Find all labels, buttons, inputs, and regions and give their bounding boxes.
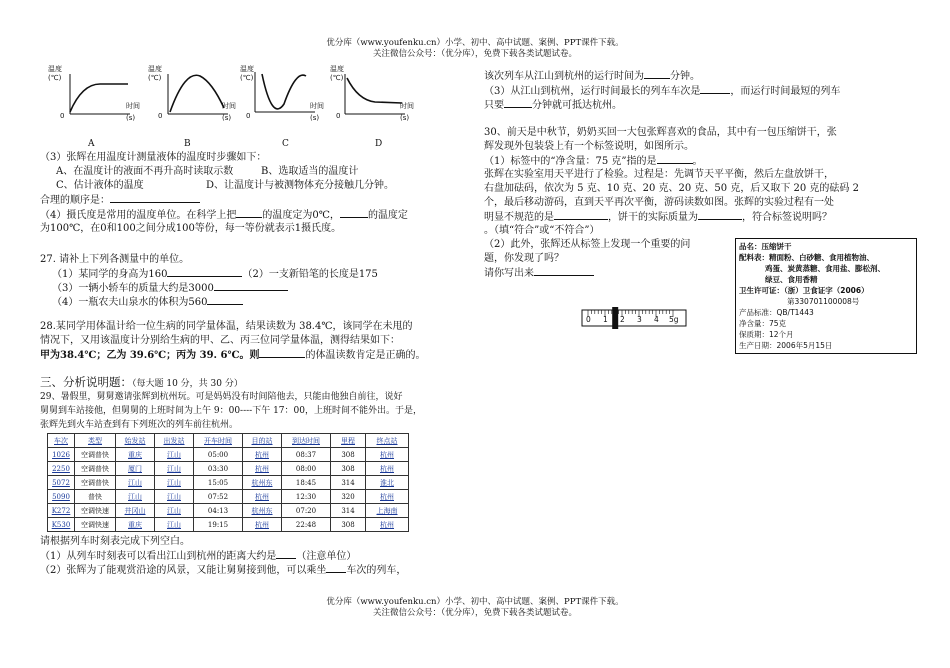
graph-a-xlabel: 时间 [126, 102, 140, 110]
graph-d-ylabel: 温度 [330, 65, 344, 73]
q3-step-a: A、在温度计的液面不再升高时读取示数 [56, 166, 234, 177]
q30-line7 [484, 210, 832, 224]
scale-label-0: 0 [586, 315, 591, 324]
q30-1-text: （1）标签中的“净含量：75 克”指的是 [484, 156, 657, 167]
q28-blank[interactable] [259, 348, 305, 358]
cell-train-no[interactable]: 2250 [48, 462, 75, 476]
label-license-no: 第330701100008号 [787, 297, 860, 306]
cell-train-no[interactable]: 1026 [48, 448, 75, 462]
cell-origin[interactable]: 井冈山 [116, 504, 155, 518]
label-date: 生产日期：2006年5月15日 [739, 341, 833, 350]
cell-distance: 308 [331, 462, 366, 476]
graph-c-origin: 0 [246, 112, 251, 120]
q4-blank-1[interactable] [236, 208, 262, 218]
cell-arrive-time: 07:20 [282, 504, 331, 518]
q30-line6: 个，最后移动游码，直到天平再次平衡，游码读数如图。张辉的实验过程有一处 [484, 197, 834, 208]
scale-label-4: 4 [654, 315, 659, 324]
q27-item3 [52, 281, 288, 295]
q30-part2b: 题，你发现了吗？ [484, 253, 564, 264]
cell-arrive-time: 08:00 [282, 462, 331, 476]
label-name: 品名：压缩饼干 [739, 242, 792, 251]
cell-type: 普快 [75, 490, 116, 504]
section3-heading [40, 376, 243, 391]
cell-depart-time: 07:52 [194, 490, 243, 504]
graph-c-xunit: (s) [310, 114, 320, 122]
label-ingredients-1: 配料表：精面粉、白砂糖、食用植物油、 [739, 253, 874, 262]
cell-train-no[interactable]: K530 [48, 518, 75, 532]
graph-c-xlabel: 时间 [310, 102, 324, 110]
food-label [735, 238, 917, 354]
q29-1-note: （注意单位） [296, 551, 357, 562]
option-b: B [184, 139, 191, 149]
cell-type: 空调普快 [75, 476, 116, 490]
q28-line3-a: 甲为38.4℃；乙为 39.6℃；丙为 39. 6℃。则 [40, 350, 260, 361]
balance-scale [580, 306, 690, 334]
graph-b-ylabel: 温度 [148, 65, 162, 73]
col-arrive-time: 到达时间 [282, 434, 331, 448]
q30-line1: 30、前天是中秋节，奶奶买回一大包张辉喜欢的食品，其中有一包压缩饼干，张 [484, 127, 837, 138]
q30-2c-text: 请你写出来 [484, 268, 534, 279]
graph-a [48, 64, 140, 122]
q30-1-tail: 。 [692, 156, 703, 167]
q27-blank-3[interactable] [214, 281, 288, 291]
option-d: D [375, 139, 383, 149]
q28-line3 [40, 348, 425, 362]
cell-depart-time: 04:13 [194, 504, 243, 518]
r2-tail: ，而运行时间最短的列车 [730, 86, 841, 97]
graph-a-origin: 0 [60, 112, 65, 120]
q29-line2: 舅舅到车站接他，但舅舅的上班时间为上午 9：00----下午 17：00，上班时间不能外出。于是， [40, 406, 422, 416]
q29-instruction: 请根据列车时刻表完成下列空白。 [40, 536, 190, 547]
cell-destination[interactable]: 杭州东 [243, 476, 282, 490]
q29-2-tail: 车次的列车， [346, 565, 407, 576]
cell-terminus[interactable]: 上海南 [366, 504, 409, 518]
q30-blank-2[interactable] [554, 210, 608, 220]
q29-line1: 29、暑假里，舅舅邀请张辉到杭州玩。可是妈妈没有时间陪他去，只能由他独自前往，说好 [40, 392, 403, 402]
q30-line4: 张辉在实验室用天平进行了检验。过程是：先调节天平平衡，然后左盘放饼干， [484, 169, 834, 180]
section3-title: 三、分析说明题： [40, 375, 132, 389]
cell-arrive-time: 08:37 [282, 448, 331, 462]
graph-d-yunit: (℃) [330, 74, 344, 82]
label-ingredients-3: 绿豆、食用香精 [765, 275, 818, 284]
table-row [48, 518, 409, 532]
q4-line1-c: 的温度定 [367, 210, 408, 221]
label-license: 卫生许可证：（浙）卫食证字（2006） [739, 286, 869, 295]
q30-part2c [484, 266, 594, 280]
graph-b-xlabel: 时间 [222, 102, 236, 110]
q28-line1: 28.某同学用体温计给一位生病的同学量体温，结果读数为 38.4℃，该同学在未甩的 [40, 321, 413, 332]
q29-part2 [40, 563, 406, 577]
q4-blank-2[interactable] [340, 208, 368, 218]
cell-destination[interactable]: 杭州 [243, 462, 282, 476]
cell-terminus[interactable]: 杭州 [366, 490, 409, 504]
q3-order-blank[interactable] [110, 193, 200, 203]
q27-4-text: （4）一瓶农夫山泉水的体积为560 [52, 297, 208, 308]
r3-blank[interactable] [504, 98, 532, 108]
q29-2-text: （2）张辉为了能观赏沿途的风景，又能让舅舅接到他，可以乘坐 [40, 565, 327, 576]
cell-distance: 308 [331, 448, 366, 462]
scale-label-5: 5g [669, 315, 679, 324]
graph-b-origin: 0 [158, 112, 163, 120]
cell-train-no[interactable]: K272 [48, 504, 75, 518]
q29-1-text: （1）从列车时刻表可以看出江山到杭州的距离大约是 [40, 551, 277, 562]
cell-arrive-time: 12:30 [282, 490, 331, 504]
label-standard: 产品标准：QB/T1443 [739, 308, 814, 317]
q30-7-c: ，符合标签说明吗？ [742, 212, 832, 223]
cell-arrive-time: 18:45 [282, 476, 331, 490]
cell-distance: 320 [331, 490, 366, 504]
page-footer-line2: 关注微信公众号：（优分库），免费下载各类试题试卷。 [372, 608, 577, 618]
cell-terminus[interactable]: 杭州 [366, 462, 409, 476]
r1-text: 该次列车从江山到杭州的运行时间为 [484, 71, 644, 82]
r2-text: （3）从江山到杭州，运行时间最长的列车车次是 [484, 86, 701, 97]
cell-destination[interactable]: 杭州东 [243, 504, 282, 518]
option-c: C [282, 139, 289, 149]
graph-d-xunit: (s) [400, 114, 410, 122]
q4-line1-b: 的温度定为0℃， [262, 210, 340, 221]
cell-depart-station[interactable]: 江山 [155, 476, 194, 490]
col-depart-time: 开车时间 [194, 434, 243, 448]
r1-blank[interactable] [644, 69, 670, 79]
page-footer-line1: 优分库（www.youfenku.cn）小学、初中、高中试题、案例、PPT课件下载。 [326, 597, 624, 607]
cell-depart-station[interactable]: 江山 [155, 518, 194, 532]
q29-blank-2[interactable] [326, 563, 346, 573]
cell-depart-station[interactable]: 江山 [155, 504, 194, 518]
q3-step-d: D、让温度计与被测物体充分接触几分钟。 [206, 180, 395, 191]
q29-part1 [40, 549, 356, 563]
table-row [48, 490, 409, 504]
graph-b-yunit: (℃) [148, 74, 162, 82]
col-type: 类型 [75, 434, 116, 448]
cell-depart-time: 19:15 [194, 518, 243, 532]
q27-1-text: （1）某同学的身高为160 [52, 269, 168, 280]
q3-step-b: B、选取适当的温度计 [261, 166, 359, 177]
cell-type: 空调快速 [75, 504, 116, 518]
col-depart-station: 出发站 [155, 434, 194, 448]
cell-distance: 308 [331, 518, 366, 532]
graph-a-yunit: (℃) [48, 74, 62, 82]
cell-type: 空调普快 [75, 448, 116, 462]
page-header-line2: 关注微信公众号：（优分库），免费下载各类试题试卷。 [372, 49, 577, 59]
graph-c-ylabel: 温度 [240, 65, 254, 73]
col-train-no: 车次 [48, 434, 75, 448]
cell-destination[interactable]: 杭州 [243, 518, 282, 532]
r-line2 [484, 84, 840, 98]
cell-terminus[interactable]: 杭州 [366, 518, 409, 532]
q3-title: （3）张辉在用温度计测量液体的温度时步骤如下： [40, 152, 267, 163]
q30-line8: 。（填“符合”或“不符合”） [484, 225, 600, 236]
cell-terminus[interactable]: 杭州 [366, 448, 409, 462]
r3-text: 只要 [484, 100, 504, 111]
q4-line2: 为100℃，在0和100之间分成100等份，每一等份就表示1摄氏度。 [40, 223, 342, 234]
q30-7-a: 明显不规范的是 [484, 212, 554, 223]
cell-origin[interactable]: 江山 [116, 476, 155, 490]
r-line1 [484, 69, 700, 83]
q30-part2a: （2）此外，张辉还从标签上发现一个重要的问 [484, 239, 691, 250]
q28-line3-b: 的体温读数肯定是正确的。 [305, 350, 426, 361]
cell-origin[interactable]: 重庆 [116, 518, 155, 532]
table-row [48, 476, 409, 490]
cell-train-no[interactable]: 5072 [48, 476, 75, 490]
cell-depart-station[interactable]: 江山 [155, 448, 194, 462]
q27-item1 [52, 267, 378, 281]
q27-title: 27. 请补上下列各测量中的单位。 [40, 254, 190, 265]
q30-blank-4[interactable] [534, 266, 594, 276]
q27-blank-1[interactable] [167, 267, 242, 277]
q27-2-text: （2）一支新铅笔的长度是175 [242, 269, 378, 280]
graph-c-yunit: (℃) [240, 74, 254, 82]
cell-train-no[interactable]: 5090 [48, 490, 75, 504]
cell-origin[interactable]: 江山 [116, 490, 155, 504]
q27-3-text: （3）一辆小轿车的质量大约是3000 [52, 283, 214, 294]
scale-label-3: 3 [637, 315, 642, 324]
q4-line1-a: （4）摄氏度是常用的温度单位。在科学上把 [40, 210, 237, 221]
graph-d-xlabel: 时间 [400, 102, 414, 110]
q28-line2: 情况下，又用该温度计分别给生病的甲、乙、丙三位同学量体温，测得结果如下： [40, 335, 400, 346]
q30-blank-1[interactable] [657, 154, 693, 164]
cell-destination[interactable]: 杭州 [243, 448, 282, 462]
cell-origin[interactable]: 厦门 [116, 462, 155, 476]
r3-tail: 分钟就可抵达杭州。 [532, 100, 622, 111]
col-origin: 始发站 [116, 434, 155, 448]
q3-order-text: 合理的顺序是： [40, 195, 110, 206]
graph-a-xunit: (s) [126, 114, 136, 122]
table-row [48, 504, 409, 518]
cell-depart-station[interactable]: 江山 [155, 490, 194, 504]
cell-depart-time: 05:00 [194, 448, 243, 462]
col-terminus: 终点站 [366, 434, 409, 448]
cell-terminus[interactable]: 淮北 [366, 476, 409, 490]
cell-destination[interactable]: 杭州 [243, 490, 282, 504]
label-ingredients-2: 鸡蛋、炭黄蒸糖、食用盐、膨松剂、 [765, 264, 885, 273]
q3-step-c: C、估计液体的温度 [56, 180, 144, 191]
graph-b [148, 64, 236, 122]
r-line3 [484, 98, 622, 112]
temperature-graphs [40, 62, 420, 152]
q29-blank-1[interactable] [276, 549, 296, 559]
section3-note: （每大题 10 分，共 30 分） [132, 379, 243, 389]
option-a: A [88, 139, 95, 149]
r2-blank[interactable] [700, 84, 730, 94]
scale-rider[interactable] [612, 307, 618, 329]
page-header-line1: 优分库（www.youfenku.cn）小学、初中、高中试题、案例、PPT课件下载。 [326, 38, 624, 48]
cell-type: 空调普快 [75, 462, 116, 476]
cell-depart-station[interactable]: 江山 [155, 462, 194, 476]
q29-line3: 张辉先到火车站查到有下列班次的列车前往杭州。 [40, 420, 239, 430]
cell-type: 空调快速 [75, 518, 116, 532]
scale-label-1: 1 [603, 315, 608, 324]
table-row [48, 462, 409, 476]
cell-distance: 314 [331, 504, 366, 518]
cell-depart-time: 15:05 [194, 476, 243, 490]
scale-label-2: 2 [620, 315, 625, 324]
q27-item4 [52, 295, 243, 309]
q30-line5: 右盘加砝码，依次为 5 克、10 克、20 克、20 克、50 克，后又取下 20 克的砝码 2 [484, 183, 859, 194]
label-net: 净含量：75克 [739, 319, 787, 328]
table-row [48, 448, 409, 462]
cell-distance: 314 [331, 476, 366, 490]
graph-b-xunit: (s) [222, 114, 232, 122]
timetable-header-row [48, 434, 409, 448]
graph-c [240, 64, 324, 122]
q30-7-b: ，饼干的实际质量为 [608, 212, 698, 223]
q30-blank-3[interactable] [698, 210, 742, 220]
q3-order [40, 193, 200, 207]
q4-line1 [40, 208, 408, 222]
cell-depart-time: 03:30 [194, 462, 243, 476]
r1-tail: 分钟。 [670, 71, 700, 82]
cell-origin[interactable]: 重庆 [116, 448, 155, 462]
cell-arrive-time: 22:48 [282, 518, 331, 532]
graph-a-ylabel: 温度 [48, 65, 62, 73]
col-distance: 里程 [331, 434, 366, 448]
label-shelf: 保质期：12个月 [739, 330, 794, 339]
graph-d [330, 64, 414, 122]
q27-blank-4[interactable] [207, 295, 243, 305]
col-destination: 目的站 [243, 434, 282, 448]
train-timetable [47, 433, 409, 532]
q30-part1 [484, 154, 703, 168]
graph-d-origin: 0 [336, 112, 341, 120]
q30-line2: 辉发现外包装袋上有一个标签说明，如图所示。 [484, 141, 694, 152]
